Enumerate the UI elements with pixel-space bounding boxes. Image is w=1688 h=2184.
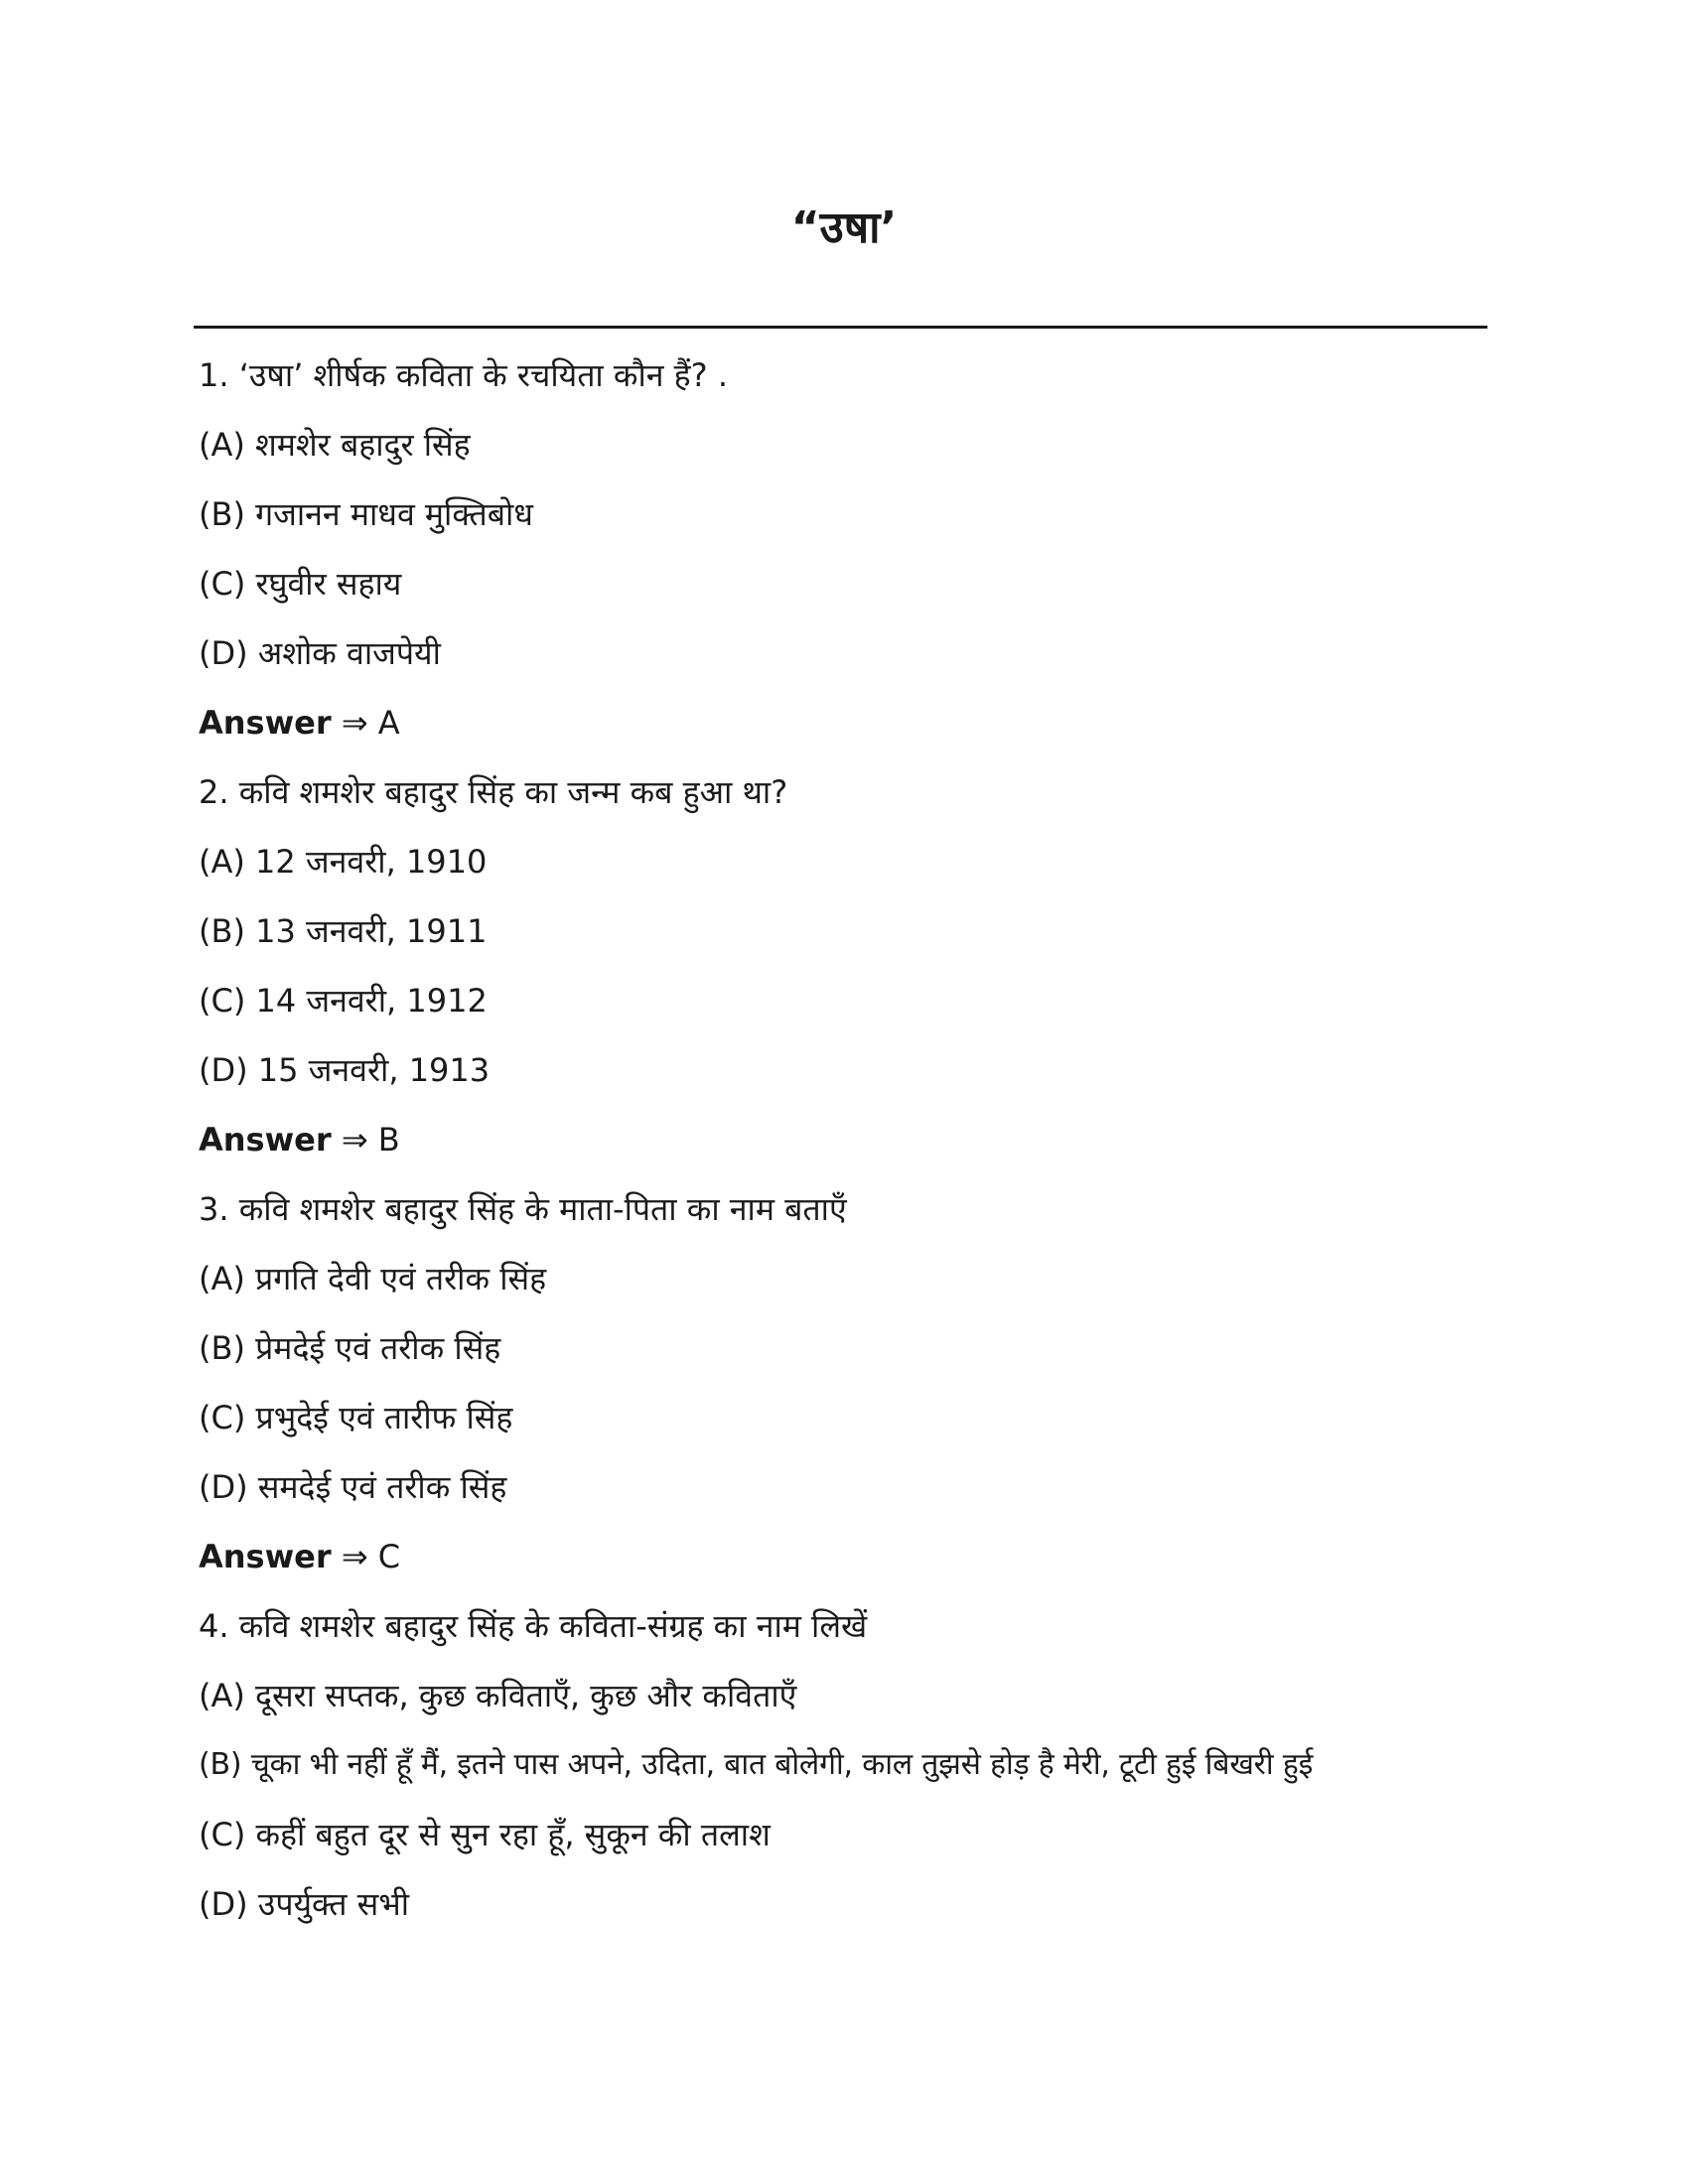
question-4-option-c: (C) कहीं बहुत दूर से सुन रहा हूँ, सुकून की तलाश bbox=[199, 1816, 771, 1853]
question-4-option-d: (D) उपर्युक्त सभी bbox=[199, 1885, 410, 1923]
question-3-option-a: (A) प्रगति देवी एवं तरीक सिंह bbox=[199, 1260, 547, 1297]
page-title: “उषा’ bbox=[790, 203, 898, 253]
question-1-option-a: (A) शमशेर बहादुर सिंह bbox=[199, 426, 471, 464]
question-3-option-c: (C) प्रभुदेई एवं तारीफ सिंह bbox=[199, 1399, 513, 1436]
answer-value: B bbox=[377, 1121, 400, 1159]
question-2-option-b: (B) 13 जनवरी, 1911 bbox=[199, 912, 488, 950]
question-1-option-c: (C) रघुवीर सहाय bbox=[199, 565, 402, 603]
answer-label: Answer bbox=[199, 1538, 332, 1575]
question-3-text: 3. कवि शमशेर बहादुर सिंह के माता-पिता का नाम बताएँ bbox=[199, 1190, 847, 1228]
question-2-option-d: (D) 15 जनवरी, 1913 bbox=[199, 1051, 491, 1089]
question-4-option-a: (A) दूसरा सप्तक, कुछ कविताएँ, कुछ और कविताएँ bbox=[199, 1677, 797, 1714]
answer-arrow-icon: ⇒ bbox=[341, 1538, 368, 1575]
question-4-option-b: (B) चूका भी नहीं हूँ मैं, इतने पास अपने, उदिता, बात बोलेगी, काल तुझसे होड़ है मेरी, टूटी हुई बिखरी हुई bbox=[199, 1747, 1314, 1782]
question-3-answer bbox=[199, 1522, 1499, 1591]
question-2-option-a: (A) 12 जनवरी, 1910 bbox=[199, 843, 488, 881]
question-3-option-b: (B) प्रेमदेई एवं तरीक सिंह bbox=[199, 1329, 501, 1367]
answer-value: C bbox=[377, 1538, 401, 1575]
question-4-text: 4. कवि शमशेर बहादुर सिंह के कविता-संग्रह का नाम लिखें bbox=[199, 1607, 868, 1645]
question-2-text: 2. कवि शमशेर बहादुर सिंह का जन्म कब हुआ था? bbox=[199, 773, 788, 811]
title-divider bbox=[194, 326, 1487, 329]
answer-label: Answer bbox=[199, 1121, 332, 1159]
question-3-option-d: (D) समदेई एवं तरीक सिंह bbox=[199, 1468, 507, 1506]
answer-arrow-icon: ⇒ bbox=[341, 1121, 368, 1159]
answer-label: Answer bbox=[199, 704, 332, 742]
question-1-text: 1. ‘उषा’ शीर्षक कविता के रचयिता कौन हैं? . bbox=[199, 356, 729, 394]
question-1-option-d: (D) अशोक वाजपेयी bbox=[199, 634, 441, 672]
question-2-option-c: (C) 14 जनवरी, 1912 bbox=[199, 982, 488, 1020]
question-list bbox=[199, 341, 1499, 1939]
answer-value: A bbox=[377, 704, 400, 742]
question-1-option-b: (B) गजानन माधव मुक्तिबोध bbox=[199, 495, 533, 533]
answer-arrow-icon: ⇒ bbox=[341, 704, 368, 742]
question-2-answer bbox=[199, 1105, 1499, 1174]
question-1-answer bbox=[199, 688, 1499, 757]
